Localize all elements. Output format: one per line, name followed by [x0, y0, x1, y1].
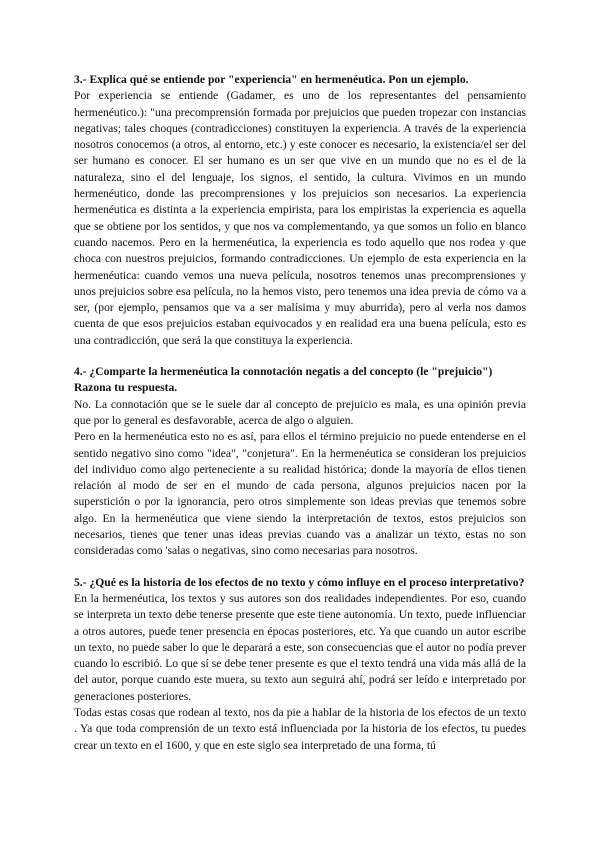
- document-body: [74, 72, 526, 769]
- question-4-heading: 4.- ¿Comparte la hermenéutica la connotación negatis a del concepto (le "prejuicio") Razona tu respuesta.: [74, 365, 493, 395]
- question-4-section: [74, 364, 526, 560]
- question-4-paragraph-2: Pero en la hermenéutica esto no es así, para ellos el término prejuicio no puede entenderse en el sentido negativo sino como "idea", "conjetura". En la hermenéutica se consideran los prejuicios del individuo como algo perteneciente a su realidad histórica; donde la mayoría de ellos tienen relación al modo de ser en el mundo de cada persona, algunos prejuicios nacen por la superstición o por la ignorancia, pero otros simplemente son ideas previas que tenemos sobre algo. En la hermenéutica que viene siendo la interpretación de textos, estos prejuicios son necesarios, tienes que tener unas ideas previas cuando vas a analizar un texto, estas no son consideradas como 'salas o negativas, sino como necesarias para nosotros.: [74, 430, 526, 558]
- question-3-heading: 3.- Explica qué se entiende por "experiencia" en hermenéutica. Pon un ejemplo.: [74, 73, 469, 86]
- question-4-paragraph-1: No. La connotación que se le suele dar al concepto de prejuicio es mala, es una opinión previa que por lo general es desfavorable, acerca de algo o alguien.: [74, 397, 526, 427]
- question-5-paragraph-1: En la hermenéutica, los textos y sus autores son dos realidades independientes. Por eso, cuando se interpreta un texto debe tenerse presente que este tiene autonomía. Un texto, puede influenciar a otros autores, puede tener presencia en épocas posteriores, etc. Ya que cuando un autor escribe un texto, no puede saber lo que le deparará a este, son consecuencias que el autor no podía prever cuando lo escribió. Lo que sí se debe tener presente es que el texto tendrá una vida más allá de la del autor, porque cuando este muera, su texto aun seguirá ahí, podrá ser leído e interpretado por generaciones posteriores.: [74, 591, 526, 703]
- question-5-paragraph-2: Todas estas cosas que rodean al texto, nos da pie a hablar de la historia de los efectos de un texto . Ya que toda comprensión de un texto está influenciada por la historia de los efectos, tu puedes crear un texto en el 1600, y que en este siglo sea interpretado de una forma, tú: [74, 705, 526, 752]
- question-5-heading: 5.- ¿Qué es la historia de los efectos de no texto y cómo influye en el proceso interpretativo?: [74, 575, 525, 589]
- question-3-section: [74, 72, 526, 349]
- question-3-paragraph: Por experiencia se entiende (Gadamer, es uno de los representantes del pensamiento hermenéutico.): "una precomprensión formada por prejuicios que pueden tropezar con instancias negativas; tales choques (contradicciones) constituyen la experiencia. A través de la experiencia nosotros conocemos (a otros, al entorno, etc.) y este conocer es necesario, la existencia/el ser del ser humano es conocer. El ser humano es un ser que vive en un mundo que no es el de la naturaleza, sino el del lenguaje, los signos, el sentido, la cultura. Vivimos en un mundo hermenéutico, donde las precomprensiones y los prejuicios son necesarios. La experiencia hermenéutica es distinta a la experiencia empirista, para los empiristas la experiencia es aquella que se obtiene por los sentidos, y que nos va complementando, ya que somos un folio en blanco cuando nacemos. Pero en la hermenéutica, la experiencia es todo aquello que nos rodea y que choca con nuestros prejuicios, formando contradicciones. Un ejemplo de esta experiencia en la hermenéutica: cuando vemos una nueva película, nosotros tenemos unas precomprensiones y unos prejuicios sobre esa película, no la hemos visto, pero tenemos una idea previa de cómo va a ser, (por ejemplo, pensamos que va a ser malísima y muy aburrida), pero al verla nos damos cuenta de que esos prejuicios estaban equivocados y en realidad era una buena película, esto es una contradicción, que será la que constituya la experiencia.: [74, 89, 526, 347]
- question-5-section: [74, 575, 526, 754]
